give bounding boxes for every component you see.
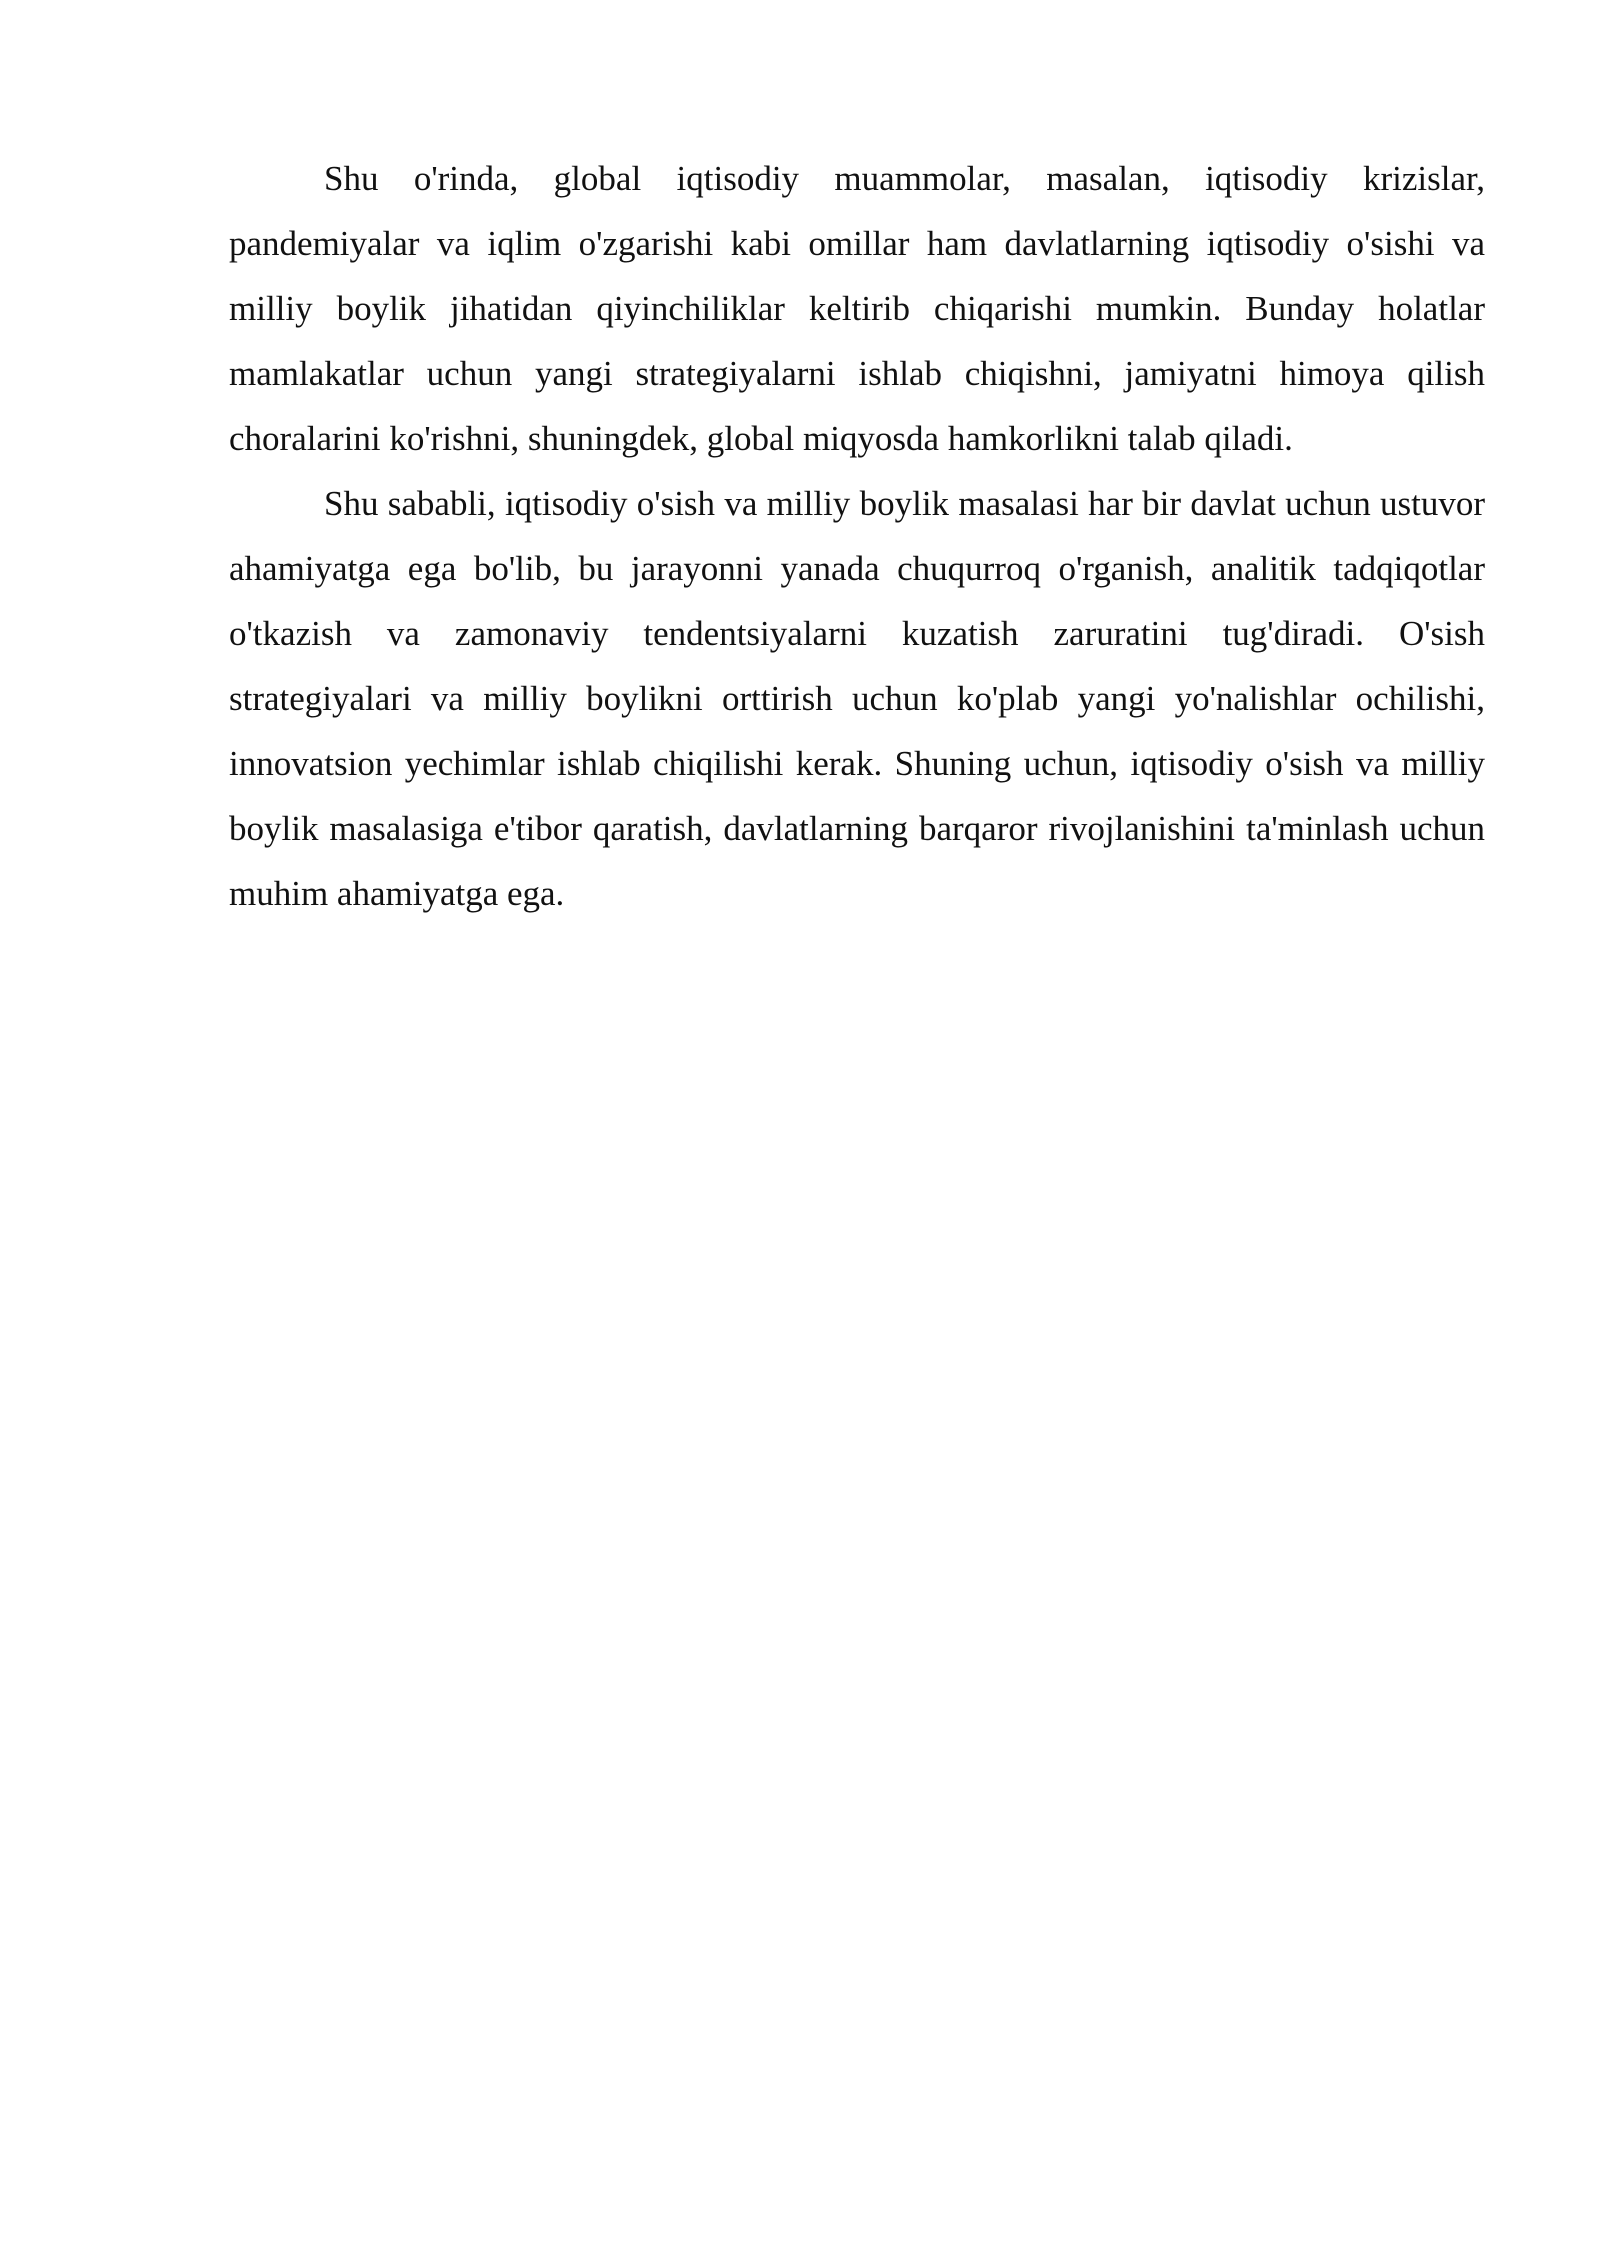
document-body (229, 146, 1485, 926)
paragraph-1: Shu o'rinda, global iqtisodiy muammolar, masalan, iqtisodiy krizislar, pandemiyalar va iqlim o'zgarishi kabi omillar ham davlatlarning iqtisodiy o'sishi va milliy boylik jihatidan qiyinchiliklar keltirib chiqarishi mumkin. Bunday holatlar mamlakatlar uchun yangi strategiyalarni ishlab chiqishni, jamiyatni himoya qilish choralarini ko'rishni, shuningdek, global miqyosda hamkorlikni talab qiladi. (229, 159, 1485, 458)
paragraph-2: Shu sababli, iqtisodiy o'sish va milliy boylik masalasi har bir davlat uchun ustuvor ahamiyatga ega bo'lib, bu jarayonni yanada chuqurroq o'rganish, analitik tadqiqotlar o'tkazish va zamonaviy tendentsiyalarni kuzatish zaruratini tug'diradi. O'sish strategiyalari va milliy boylikni orttirish uchun ko'plab yangi yo'nalishlar ochilishi, innovatsion yechimlar ishlab chiqilishi kerak. Shuning uchun, iqtisodiy o'sish va milliy boylik masalasiga e'tibor qaratish, davlatlarning barqaror rivojlanishini ta'minlash uchun muhim ahamiyatga ega. (229, 484, 1485, 913)
